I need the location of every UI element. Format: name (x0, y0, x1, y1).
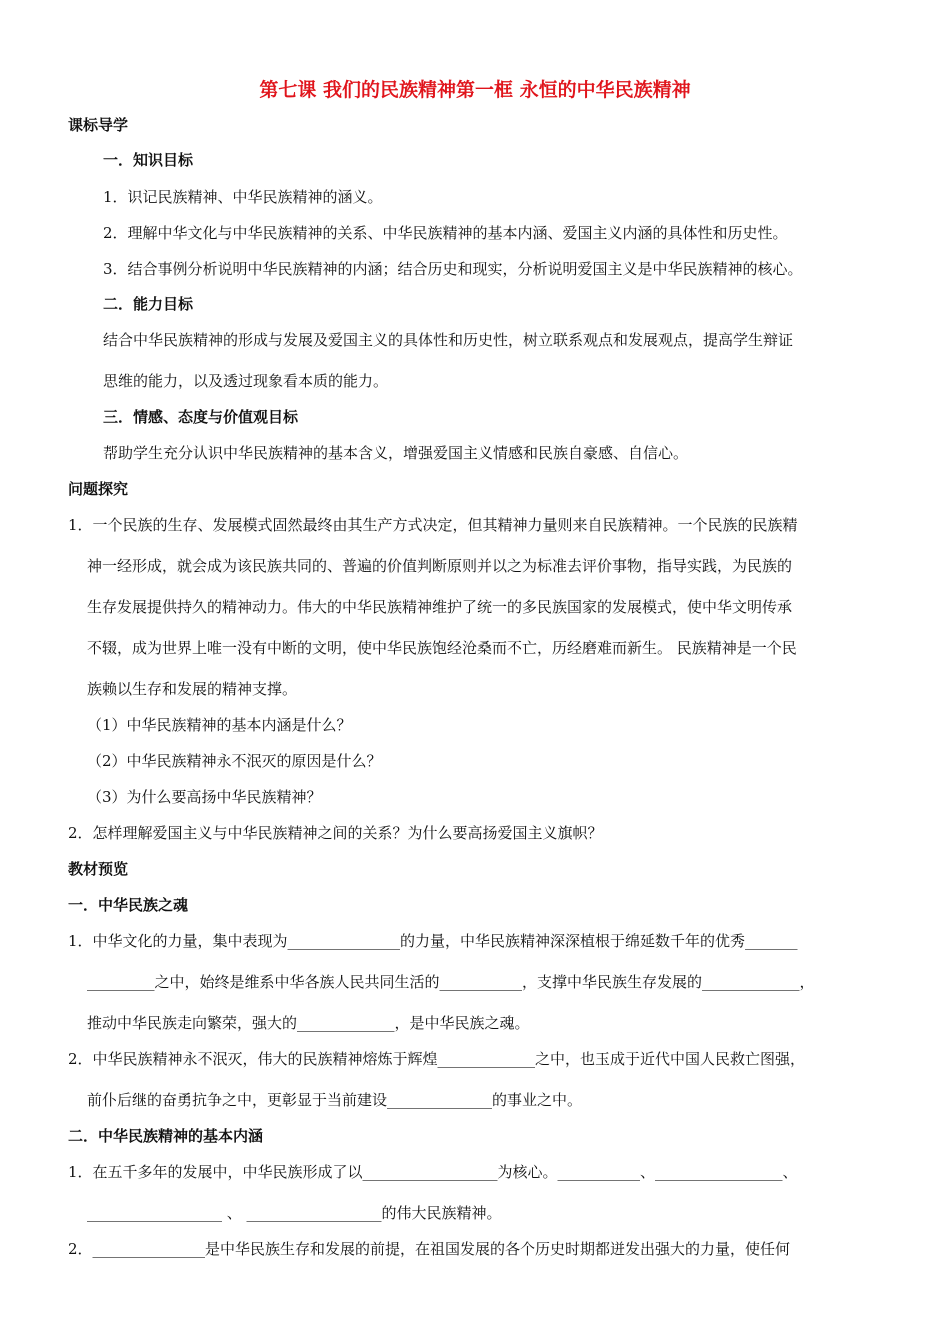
question-2-text: 2．怎样理解爱国主义与中华民族精神之间的关系？为什么要高扬爱国主义旗帜？ (68, 824, 603, 842)
fill-blank-line: 1．中华文化的力量，集中表现为_______________的力量，中华民族精神深深植根于绵延数千年的优秀_______ (68, 932, 798, 950)
fill-blank-line: 前仆后继的奋勇抗争之中，更彰显于当前建设______________的事业之中。 (87, 1091, 583, 1109)
knowledge-goal-item: 2．理解中华文化与中华民族精神的关系、中华民族精神的基本内涵、爱国主义内涵的具体性和历史性。 (103, 224, 788, 242)
fill-blank-line: 2．中华民族精神永不泯灭，伟大的民族精神熔炼于辉煌_____________之中，也玉成于近代中国人民救亡图强， (68, 1050, 806, 1068)
heading-basic-connotation: 二．中华民族精神的基本内涵 (68, 1127, 264, 1145)
section-heading-inquiry: 问题探究 (68, 480, 129, 498)
knowledge-goal-item: 1．识记民族精神、中华民族精神的涵义。 (103, 188, 383, 206)
fill-blank-line: 推动中华民族走向繁荣，强大的_____________，是中华民族之魂。 (87, 1014, 530, 1032)
question-1-text: 神一经形成，就会成为该民族共同的、普遍的价值判断原则并以之为标准去评价事物，指导实践，为民族的 (87, 557, 793, 575)
question-1-text: 族赖以生存和发展的精神支撑。 (87, 680, 298, 698)
heading-ability-goals: 二．能力目标 (103, 295, 194, 313)
fill-blank-line: 1．在五千多年的发展中，中华民族形成了以__________________为核心。___________、_________________、 (68, 1163, 798, 1181)
question-1-text: 1．一个民族的生存、发展模式固然最终由其生产方式决定，但其精神力量则来自民族精神。一个民族的民族精 (68, 516, 798, 534)
heading-knowledge-goals: 一．知识目标 (103, 151, 194, 169)
knowledge-goal-item: 3．结合事例分析说明中华民族精神的内涵；结合历史和现实，分析说明爱国主义是中华民族精神的核心。 (103, 260, 803, 278)
heading-nation-soul: 一．中华民族之魂 (68, 896, 189, 914)
section-heading-preview: 教材预览 (68, 860, 129, 878)
sub-question: （1）中华民族精神的基本内涵是什么？ (87, 716, 352, 734)
section-heading-guide: 课标导学 (68, 116, 129, 134)
fill-blank-line: 2．_______________是中华民族生存和发展的前提，在祖国发展的各个历史时期都迸发出强大的力量，使任何 (68, 1240, 791, 1258)
document-title: 第七课 我们的民族精神第一框 永恒的中华民族精神 (259, 79, 691, 101)
question-1-text: 不辍，成为世界上唯一没有中断的文明，使中华民族饱经沧桑而不亡，历经磨难而新生。 民族精神是一个民 (87, 639, 797, 657)
question-1-text: 生存发展提供持久的精神动力。伟大的中华民族精神维护了统一的多民族国家的发展模式，使中华文明传承 (87, 598, 793, 616)
sub-question: （2）中华民族精神永不泯灭的原因是什么？ (87, 752, 382, 770)
emotion-goal-text: 帮助学生充分认识中华民族精神的基本含义，增强爱国主义情感和民族自豪感、自信心。 (103, 444, 689, 462)
ability-goal-text: 思维的能力，以及透过现象看本质的能力。 (103, 372, 389, 390)
heading-emotion-goals: 三．情感、态度与价值观目标 (103, 408, 299, 426)
fill-blank-line: _________之中，始终是维系中华各族人民共同生活的___________，支撑中华民族生存发展的_____________， (87, 973, 815, 991)
sub-question: （3）为什么要高扬中华民族精神？ (87, 788, 322, 806)
fill-blank-line: __________________ 、 __________________的伟大民族精神。 (87, 1204, 502, 1222)
ability-goal-text: 结合中华民族精神的形成与发展及爱国主义的具体性和历史性，树立联系观点和发展观点，提高学生辩证 (103, 331, 794, 349)
